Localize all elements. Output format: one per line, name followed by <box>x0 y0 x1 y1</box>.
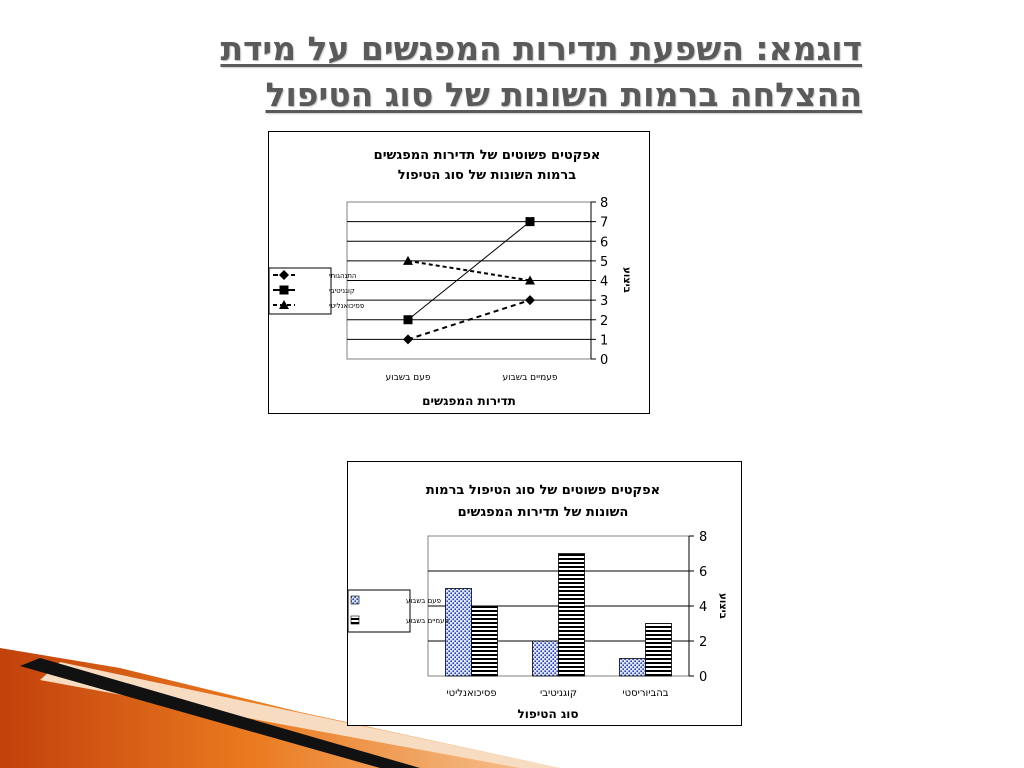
chart2-legend-swatch <box>351 596 359 604</box>
chart1-x-tick-label: פעמיים בשבוע <box>502 373 558 383</box>
chart2-y-tick-label: 6 <box>699 565 708 580</box>
chart2-bar <box>472 606 498 676</box>
chart2-x-tick-label: בהביוריסטי <box>622 688 669 699</box>
chart1-legend-label: התנהגותי <box>329 272 357 280</box>
chart1-x-tick-label: פעם בשבוע <box>385 373 431 383</box>
chart1-legend-label: קוגניטיבי <box>329 287 355 295</box>
chart1-y-tick-label: 0 <box>600 353 609 368</box>
chart1-y-tick-label: 5 <box>600 254 609 270</box>
slide-title-line2: ההצלחה ברמות השונות של סוג הטיפול <box>265 75 862 114</box>
chart1-data-point <box>404 315 413 324</box>
chart1-title-line2: ברמות השונות של סוג הטיפול <box>397 168 577 183</box>
line-chart-frame <box>268 131 650 414</box>
chart2-title-line2: השונות של תדירות המפגשים <box>457 505 629 520</box>
bar-chart-frame <box>347 461 742 726</box>
chart2-legend-swatch <box>351 616 359 624</box>
chart1-legend-marker <box>280 286 289 295</box>
chart1-title-line1: אפקטים פשוטים של תדירות המפגשים <box>373 148 601 163</box>
chart1-y-tick-label: 4 <box>600 274 609 290</box>
chart2-y-tick-label: 2 <box>699 635 708 650</box>
chart1-y-tick-label: 6 <box>600 235 609 251</box>
slide-title <box>150 26 862 118</box>
chart1-legend <box>269 268 364 314</box>
chart2-bar <box>620 659 646 677</box>
chart1-x-axis-title: תדירות המפגשים <box>422 394 516 408</box>
chart1-y-tick-label: 1 <box>600 333 609 349</box>
chart2-bar <box>533 641 559 676</box>
chart2-x-axis-title: סוג הטיפול <box>517 707 579 721</box>
line-chart <box>269 132 649 413</box>
chart2-title-line1: אפקטים פשוטים של סוג הטיפול ברמות <box>425 483 661 498</box>
bar-chart <box>348 462 741 725</box>
chart2-legend-label: פעם בשבוע <box>406 597 441 605</box>
chart2-legend-label: פעמיים בשבוע <box>406 617 449 625</box>
chart2-y-tick-label: 4 <box>699 600 708 615</box>
chart1-y-tick-label: 8 <box>600 196 609 211</box>
chart2-bar <box>559 554 585 677</box>
chart2-bar <box>646 624 672 677</box>
chart1-y-tick-label: 2 <box>600 313 609 329</box>
chart1-y-axis-title: ביצוע <box>621 267 632 293</box>
slide-title-line1: דוגמא: השפעת תדירות המפגשים על מידת <box>220 29 862 68</box>
chart2-x-tick-label: פסיכואנליטי <box>446 688 497 699</box>
chart1-legend-label: פסיכואנליטי <box>329 302 365 310</box>
chart2-y-axis-title: ביצוע <box>717 593 728 619</box>
chart2-y-tick-label: 0 <box>699 670 708 685</box>
chart1-y-tick-label: 3 <box>600 294 609 310</box>
chart2-x-tick-label: קוגניטיבי <box>540 688 577 699</box>
chart1-y-tick-label: 7 <box>600 215 609 231</box>
chart1-data-point <box>526 217 535 226</box>
chart2-y-tick-label: 8 <box>699 530 708 545</box>
chart2-bar <box>446 589 472 677</box>
